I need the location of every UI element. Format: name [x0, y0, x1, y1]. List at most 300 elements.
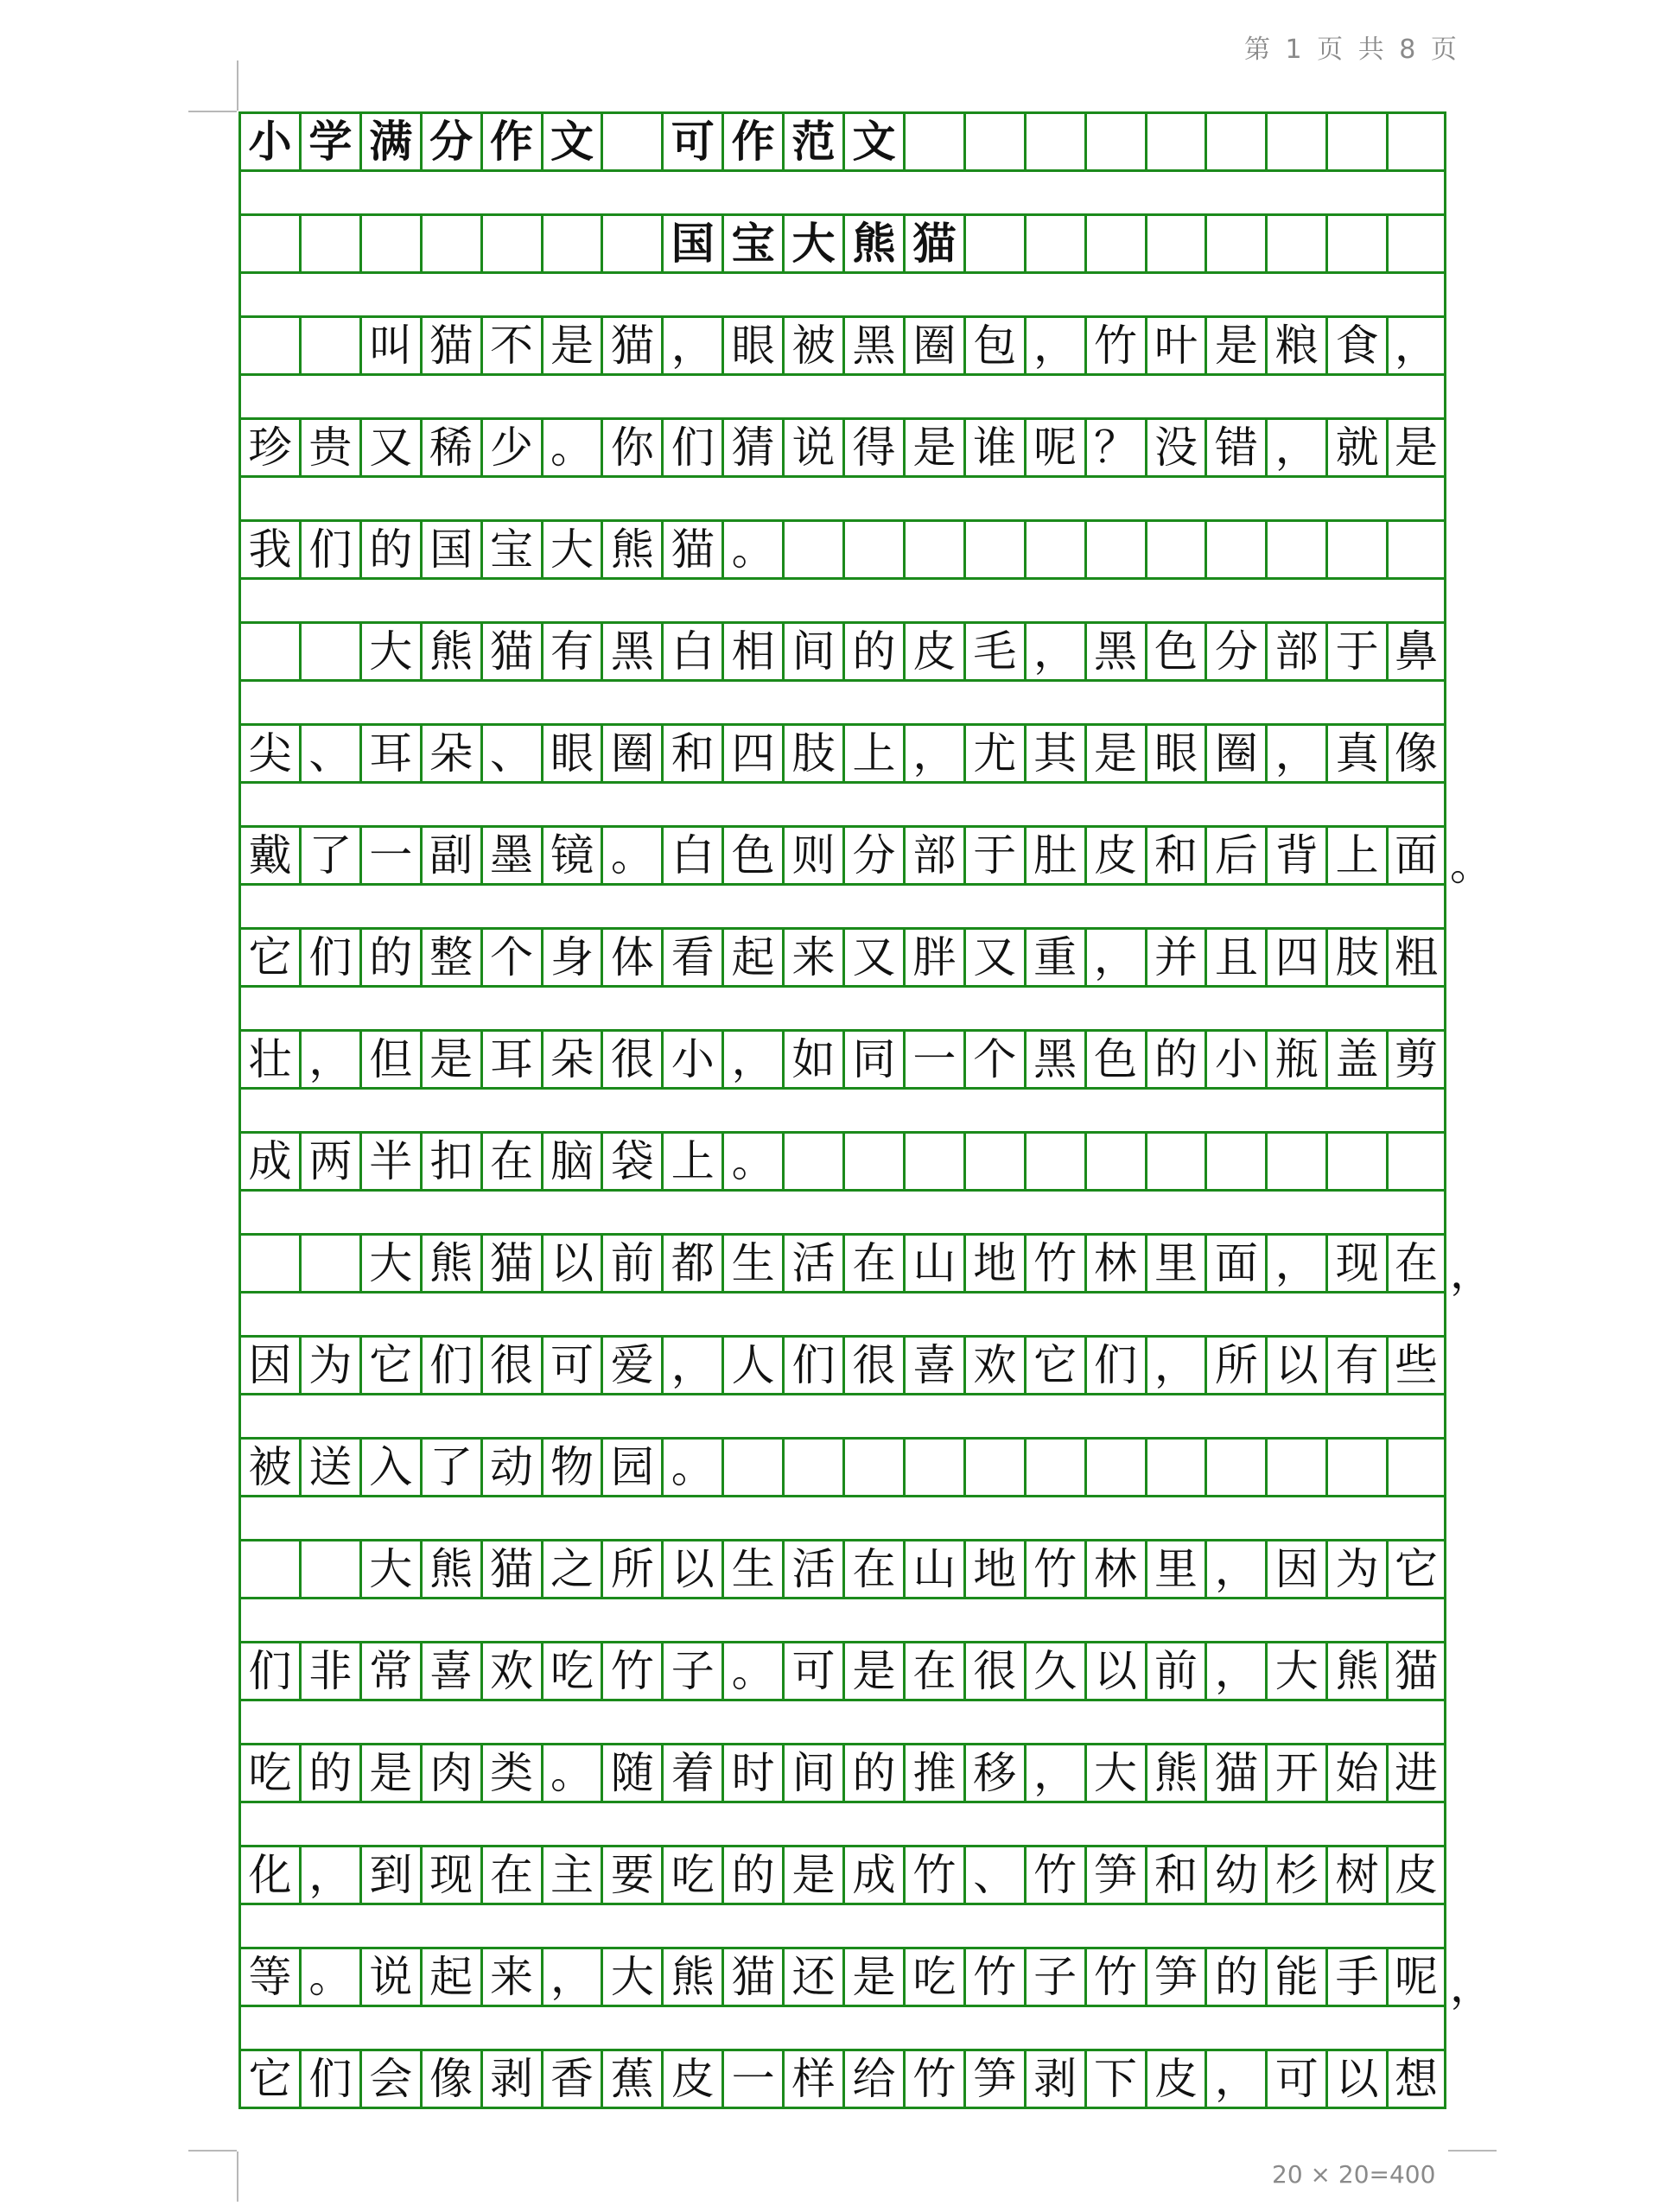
row-gap	[238, 1192, 1446, 1233]
grid-cell: 包	[963, 318, 1024, 373]
grid-cell: 久	[1024, 1643, 1084, 1699]
grid-cell: 了	[420, 1440, 480, 1495]
grid-cell: ，	[1386, 318, 1446, 373]
text-row	[238, 1845, 1446, 1905]
grid-cell: 等	[238, 1949, 299, 2005]
grid-cell	[1024, 114, 1084, 169]
grid-cell	[359, 216, 420, 271]
grid-cell: 竹	[1084, 1949, 1145, 2005]
grid-cell: 们	[661, 420, 721, 475]
grid-cell	[963, 1134, 1024, 1189]
row-gap	[238, 886, 1446, 927]
grid-cell: 的	[1145, 1032, 1205, 1087]
grid-cell: 、	[299, 726, 359, 781]
grid-cell: 耳	[480, 1032, 541, 1087]
grid-cell	[1325, 1440, 1386, 1495]
grid-cell: 林	[1084, 1236, 1145, 1291]
grid-cell: 物	[541, 1440, 601, 1495]
grid-cell: 可	[1265, 2051, 1325, 2107]
grid-cell: 是	[1084, 726, 1145, 781]
row-gap	[238, 682, 1446, 723]
grid-cell	[1084, 216, 1145, 271]
grid-cell: 和	[661, 726, 721, 781]
grid-cell	[721, 1440, 782, 1495]
grid-cell	[238, 1236, 299, 1291]
grid-cell: 大	[1084, 1745, 1145, 1801]
grid-cell: 皮	[1386, 1847, 1446, 1903]
grid-cell: 一	[359, 828, 420, 883]
grid-cell	[238, 216, 299, 271]
grid-cell: 能	[1265, 1949, 1325, 2005]
grid-cell	[903, 114, 963, 169]
grid-cell: ，	[1265, 726, 1325, 781]
crop-mark	[1448, 2150, 1497, 2152]
grid-cell: 又	[963, 930, 1024, 985]
text-row	[238, 1233, 1446, 1294]
grid-cell: 以	[1265, 1338, 1325, 1393]
grid-cell: 、	[480, 726, 541, 781]
grid-cell: 为	[299, 1338, 359, 1393]
grid-cell: 错	[1205, 420, 1265, 475]
text-row	[238, 1437, 1446, 1497]
grid-cell: 白	[661, 624, 721, 679]
grid-cell: 入	[359, 1440, 420, 1495]
grid-cell: 竹	[1024, 1541, 1084, 1597]
grid-cell: 但	[359, 1032, 420, 1087]
grid-cell: 看	[661, 930, 721, 985]
grid-cell	[1205, 114, 1265, 169]
grid-cell: 始	[1325, 1745, 1386, 1801]
grid-cell	[1386, 1134, 1446, 1189]
grid-cell: 少	[480, 420, 541, 475]
text-row	[238, 1335, 1446, 1395]
grid-cell: 是	[842, 1643, 903, 1699]
grid-cell: 在	[480, 1847, 541, 1903]
grid-cell	[842, 522, 903, 577]
grid-cell: 以	[1084, 1643, 1145, 1699]
grid-cell	[1145, 114, 1205, 169]
grid-cell: 猫	[1386, 1643, 1446, 1699]
text-row	[238, 1131, 1446, 1192]
grid-cell: 四	[721, 726, 782, 781]
grid-cell: 并	[1145, 930, 1205, 985]
grid-cell: 黑	[842, 318, 903, 373]
grid-cell: 山	[903, 1236, 963, 1291]
grid-cell: 是	[842, 1949, 903, 2005]
text-row	[238, 2049, 1446, 2109]
grid-cell: 鼻	[1386, 624, 1446, 679]
grid-cell: 眼	[1145, 726, 1205, 781]
grid-cell	[1265, 114, 1325, 169]
grid-cell: 竹	[1024, 1847, 1084, 1903]
grid-cell: 竹	[963, 1949, 1024, 2005]
grid-cell: 朵	[420, 726, 480, 781]
grid-cell: 笋	[1145, 1949, 1205, 2005]
grid-cell: 地	[963, 1541, 1024, 1597]
overflow-punctuation: ，	[1450, 1248, 1493, 1298]
grid-cell: 整	[420, 930, 480, 985]
grid-cell: 肢	[782, 726, 842, 781]
grid-cell: 说	[359, 1949, 420, 2005]
grid-cell: 宝	[480, 522, 541, 577]
grid-cell: 动	[480, 1440, 541, 1495]
grid-cell: 戴	[238, 828, 299, 883]
grid-cell: 吃	[903, 1949, 963, 2005]
grid-cell: 类	[480, 1745, 541, 1801]
grid-cell	[541, 216, 601, 271]
overflow-punctuation: ，	[1450, 1961, 1493, 2012]
grid-cell	[601, 114, 661, 169]
grid-cell: 在	[842, 1236, 903, 1291]
grid-cell: 笋	[963, 2051, 1024, 2107]
grid-cell: 开	[1265, 1745, 1325, 1801]
overflow-punctuation: 。	[1450, 840, 1493, 890]
grid-cell: 两	[299, 1134, 359, 1189]
grid-cell: 所	[1205, 1338, 1265, 1393]
text-row	[238, 1947, 1446, 2007]
grid-cell: 可	[541, 1338, 601, 1393]
row-gap	[238, 1905, 1446, 1947]
row-gap	[238, 1701, 1446, 1743]
grid-cell: 喜	[420, 1643, 480, 1699]
grid-cell: 。	[721, 1643, 782, 1699]
grid-cell: 生	[721, 1541, 782, 1597]
grid-cell: 为	[1325, 1541, 1386, 1597]
grid-cell	[1265, 1440, 1325, 1495]
grid-cell: 小	[238, 114, 299, 169]
grid-cell: 部	[1265, 624, 1325, 679]
grid-cell: 背	[1265, 828, 1325, 883]
grid-cell: 耳	[359, 726, 420, 781]
grid-cell: 它	[1386, 1541, 1446, 1597]
grid-cell: 熊	[1145, 1745, 1205, 1801]
grid-cell	[1205, 1440, 1265, 1495]
grid-cell	[601, 216, 661, 271]
grid-cell	[1084, 1134, 1145, 1189]
grid-cell: 则	[782, 828, 842, 883]
grid-cell: 成	[238, 1134, 299, 1189]
grid-cell: 贵	[299, 420, 359, 475]
grid-cell: 给	[842, 2051, 903, 2107]
grid-cell: 大	[359, 1541, 420, 1597]
grid-cell: 相	[721, 624, 782, 679]
grid-cell: 皮	[1084, 828, 1145, 883]
grid-cell: 我	[238, 522, 299, 577]
grid-cell	[903, 1134, 963, 1189]
grid-cell	[1084, 114, 1145, 169]
grid-cell: 间	[782, 1745, 842, 1801]
grid-cell: 胖	[903, 930, 963, 985]
grid-cell	[480, 216, 541, 271]
grid-cell: 活	[782, 1236, 842, 1291]
row-gap	[238, 580, 1446, 621]
grid-cell: 说	[782, 420, 842, 475]
grid-cell: 圈	[601, 726, 661, 781]
grid-cell: ，	[1145, 1338, 1205, 1393]
grid-cell: 分	[420, 114, 480, 169]
grid-cell: 面	[1386, 828, 1446, 883]
grid-cell	[1145, 522, 1205, 577]
grid-cell: 欢	[480, 1643, 541, 1699]
grid-cell: 主	[541, 1847, 601, 1903]
grid-cell: 。	[541, 420, 601, 475]
grid-cell: 一	[721, 2051, 782, 2107]
grid-cell	[1084, 1440, 1145, 1495]
grid-cell: 们	[299, 2051, 359, 2107]
grid-cell: 里	[1145, 1236, 1205, 1291]
grid-cell: 叫	[359, 318, 420, 373]
grid-cell	[1024, 1134, 1084, 1189]
grid-cell: 以	[1325, 2051, 1386, 2107]
grid-cell: ，	[661, 1338, 721, 1393]
grid-cell: 呢	[1024, 420, 1084, 475]
grid-cell: 部	[903, 828, 963, 883]
grid-cell: 化	[238, 1847, 299, 1903]
grid-cell: 作	[721, 114, 782, 169]
grid-cell	[1024, 522, 1084, 577]
grid-cell: 竹	[601, 1643, 661, 1699]
grid-cell: 宝	[721, 216, 782, 271]
grid-cell: 又	[359, 420, 420, 475]
grid-cell: 体	[601, 930, 661, 985]
grid-cell: ，	[299, 1847, 359, 1903]
grid-cell: 吃	[541, 1643, 601, 1699]
grid-cell: ，	[1024, 318, 1084, 373]
grid-cell: 后	[1205, 828, 1265, 883]
grid-cell: 竹	[1024, 1236, 1084, 1291]
grid-cell: 猫	[903, 216, 963, 271]
grid-cell: 因	[238, 1338, 299, 1393]
grid-cell: 真	[1325, 726, 1386, 781]
grid-cell: 就	[1325, 420, 1386, 475]
grid-cell: 稀	[420, 420, 480, 475]
grid-cell: 瓶	[1265, 1032, 1325, 1087]
grid-cell	[238, 1541, 299, 1597]
grid-cell: 着	[661, 1745, 721, 1801]
grid-cell: 非	[299, 1643, 359, 1699]
grid-cell: 文	[842, 114, 903, 169]
grid-cell	[782, 1134, 842, 1189]
grid-cell: 的	[1205, 1949, 1265, 2005]
grid-cell: 们	[238, 1643, 299, 1699]
grid-cell: 分	[1205, 624, 1265, 679]
row-gap	[238, 478, 1446, 519]
grid-cell	[1386, 1440, 1446, 1495]
grid-cell: 是	[541, 318, 601, 373]
grid-cell: 半	[359, 1134, 420, 1189]
crop-mark	[188, 111, 237, 112]
grid-cell: 常	[359, 1643, 420, 1699]
grid-cell: 们	[782, 1338, 842, 1393]
grid-cell: 得	[842, 420, 903, 475]
grid-cell: ，	[1205, 1643, 1265, 1699]
grid-cell: 。	[601, 828, 661, 883]
grid-cell: 同	[842, 1032, 903, 1087]
grid-cell	[1265, 522, 1325, 577]
grid-cell: 扣	[420, 1134, 480, 1189]
grid-cell: 色	[1145, 624, 1205, 679]
title-row	[238, 213, 1446, 274]
grid-cell	[299, 1541, 359, 1597]
grid-cell: 且	[1205, 930, 1265, 985]
grid-cell: 随	[601, 1745, 661, 1801]
grid-cell: 眼	[721, 318, 782, 373]
grid-cell: 前	[1145, 1643, 1205, 1699]
grid-cell: 竹	[903, 1847, 963, 1903]
grid-cell	[963, 522, 1024, 577]
grid-cell: ，	[299, 1032, 359, 1087]
grid-cell: 间	[782, 624, 842, 679]
grid-cell	[782, 1440, 842, 1495]
grid-cell	[238, 318, 299, 373]
grid-cell: 猫	[480, 1541, 541, 1597]
grid-cell: 以	[661, 1541, 721, 1597]
grid-cell	[903, 522, 963, 577]
grid-cell: ，	[1084, 930, 1145, 985]
grid-cell	[842, 1440, 903, 1495]
text-row	[238, 519, 1446, 580]
grid-cell: 上	[1325, 828, 1386, 883]
grid-cell: 尖	[238, 726, 299, 781]
grid-cell: 面	[1205, 1236, 1265, 1291]
grid-cell: 粮	[1265, 318, 1325, 373]
grid-cell: 黑	[601, 624, 661, 679]
grid-cell: 很	[963, 1643, 1024, 1699]
page-indicator: 第 1 页 共 8 页	[1244, 35, 1460, 65]
grid-cell: 喜	[903, 1338, 963, 1393]
grid-cell: 吃	[238, 1745, 299, 1801]
grid-cell: 的	[359, 522, 420, 577]
grid-cell: 、	[963, 1847, 1024, 1903]
grid-cell: 。	[661, 1440, 721, 1495]
text-row	[238, 1743, 1446, 1803]
grid-cell: 国	[420, 522, 480, 577]
grid-cell: 尤	[963, 726, 1024, 781]
grid-cell: 要	[601, 1847, 661, 1903]
grid-cell: 镜	[541, 828, 601, 883]
grid-cell: 熊	[420, 1541, 480, 1597]
row-gap	[238, 1599, 1446, 1641]
grid-spec-label: 20 × 20=400	[1272, 2160, 1436, 2189]
grid-cell: 呢	[1386, 1949, 1446, 2005]
text-row	[238, 315, 1446, 376]
grid-cell: 到	[359, 1847, 420, 1903]
grid-cell: ，	[721, 1032, 782, 1087]
grid-cell: 粗	[1386, 930, 1446, 985]
grid-cell: 因	[1265, 1541, 1325, 1597]
grid-cell	[842, 1134, 903, 1189]
grid-cell: 毛	[963, 624, 1024, 679]
grid-cell: 是	[359, 1745, 420, 1801]
grid-cell	[1325, 114, 1386, 169]
grid-cell: 黑	[1084, 624, 1145, 679]
grid-cell: 四	[1265, 930, 1325, 985]
grid-cell: 熊	[1325, 1643, 1386, 1699]
grid-cell: 们	[299, 930, 359, 985]
grid-cell: 像	[1386, 726, 1446, 781]
grid-cell: 还	[782, 1949, 842, 2005]
grid-cell: 肚	[1024, 828, 1084, 883]
grid-cell: 它	[238, 930, 299, 985]
grid-cell: 肢	[1325, 930, 1386, 985]
grid-cell: 和	[1145, 1847, 1205, 1903]
crop-mark	[188, 2150, 237, 2152]
grid-cell: 熊	[842, 216, 903, 271]
grid-cell: 剪	[1386, 1032, 1446, 1087]
grid-cell	[1024, 216, 1084, 271]
grid-cell	[1205, 1134, 1265, 1189]
grid-cell: 和	[1145, 828, 1205, 883]
grid-cell	[1386, 522, 1446, 577]
grid-cell: 可	[782, 1643, 842, 1699]
grid-cell: ，	[903, 726, 963, 781]
grid-cell: 大	[1265, 1643, 1325, 1699]
grid-cell: 在	[480, 1134, 541, 1189]
grid-cell: 国	[661, 216, 721, 271]
grid-cell	[1325, 216, 1386, 271]
grid-cell: 满	[359, 114, 420, 169]
grid-cell: 现	[1325, 1236, 1386, 1291]
grid-cell: 它	[359, 1338, 420, 1393]
grid-cell: 墨	[480, 828, 541, 883]
grid-cell: 不	[480, 318, 541, 373]
grid-cell: 在	[842, 1541, 903, 1597]
grid-cell: 猫	[480, 624, 541, 679]
grid-cell: 熊	[601, 522, 661, 577]
grid-cell: 地	[963, 1236, 1024, 1291]
grid-cell: 色	[1084, 1032, 1145, 1087]
grid-cell: 剥	[1024, 2051, 1084, 2107]
grid-cell: 猫	[480, 1236, 541, 1291]
grid-cell: 大	[359, 624, 420, 679]
grid-cell: 熊	[420, 1236, 480, 1291]
grid-cell: 前	[601, 1236, 661, 1291]
grid-cell	[1145, 1134, 1205, 1189]
grid-cell: 样	[782, 2051, 842, 2107]
grid-cell: 一	[903, 1032, 963, 1087]
text-row	[238, 1539, 1446, 1599]
row-gap	[238, 1294, 1446, 1335]
grid-cell: 叶	[1145, 318, 1205, 373]
grid-cell: 小	[661, 1032, 721, 1087]
grid-cell: 送	[299, 1440, 359, 1495]
grid-cell	[1205, 522, 1265, 577]
grid-cell: 手	[1325, 1949, 1386, 2005]
grid-cell: 的	[842, 1745, 903, 1801]
grid-cell: 是	[420, 1032, 480, 1087]
grid-cell: 树	[1325, 1847, 1386, 1903]
grid-cell	[238, 624, 299, 679]
grid-cell: 成	[842, 1847, 903, 1903]
grid-cell: 其	[1024, 726, 1084, 781]
grid-cell: 们	[299, 522, 359, 577]
grid-cell: 来	[480, 1949, 541, 2005]
grid-cell: 皮	[903, 624, 963, 679]
grid-cell: 熊	[420, 624, 480, 679]
grid-cell: 之	[541, 1541, 601, 1597]
grid-cell: 的	[721, 1847, 782, 1903]
grid-cell: 副	[420, 828, 480, 883]
grid-cell: 身	[541, 930, 601, 985]
grid-cell: 白	[661, 828, 721, 883]
grid-cell: 袋	[601, 1134, 661, 1189]
crop-mark	[237, 60, 238, 111]
grid-cell	[299, 318, 359, 373]
grid-cell: 文	[541, 114, 601, 169]
grid-cell: 所	[601, 1541, 661, 1597]
grid-cell: 的	[299, 1745, 359, 1801]
grid-cell: 猜	[721, 420, 782, 475]
